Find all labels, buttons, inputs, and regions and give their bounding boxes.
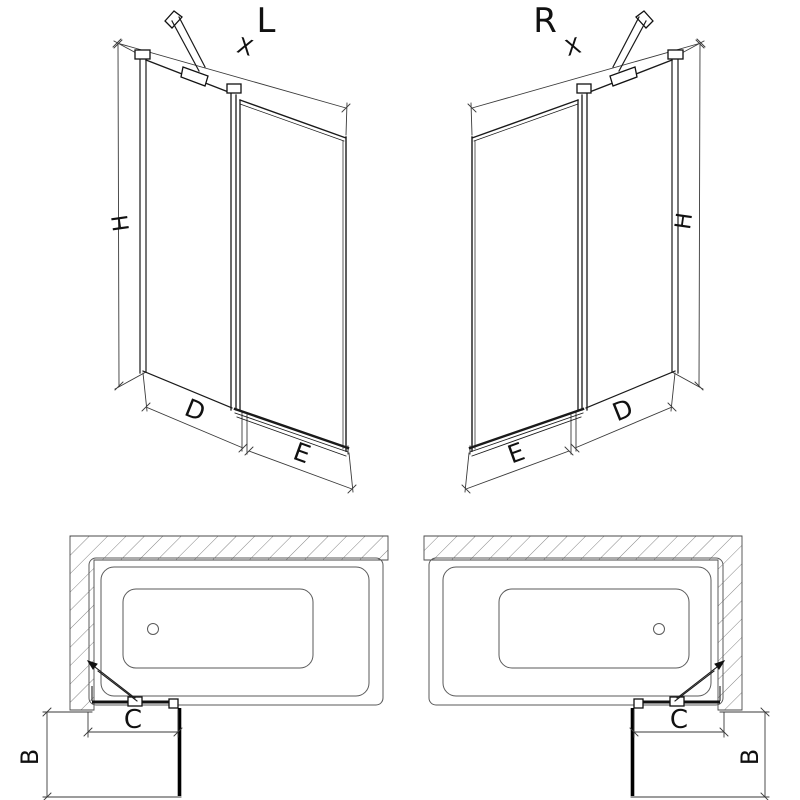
dim-label-x-left: X (234, 33, 256, 62)
dim-label-h-left: H (108, 212, 136, 233)
dim-label-e-left: E (289, 436, 315, 470)
elevation-left-view (113, 11, 356, 493)
dim-label-d-right: D (608, 393, 638, 428)
dim-label-e-right: E (503, 436, 529, 470)
dim-label-b-right: B (736, 748, 764, 766)
elevation-right-view (462, 11, 705, 493)
variant-title-right: R (533, 1, 557, 41)
dim-label-h-right: H (671, 211, 699, 232)
dim-label-c-left: C (123, 705, 143, 735)
dim-label-b-left: B (16, 748, 44, 766)
dim-label-c-right: C (669, 705, 689, 735)
variant-title-left: L (256, 1, 276, 41)
dim-label-d-left: D (180, 393, 210, 428)
dim-label-x-right: X (562, 33, 584, 62)
